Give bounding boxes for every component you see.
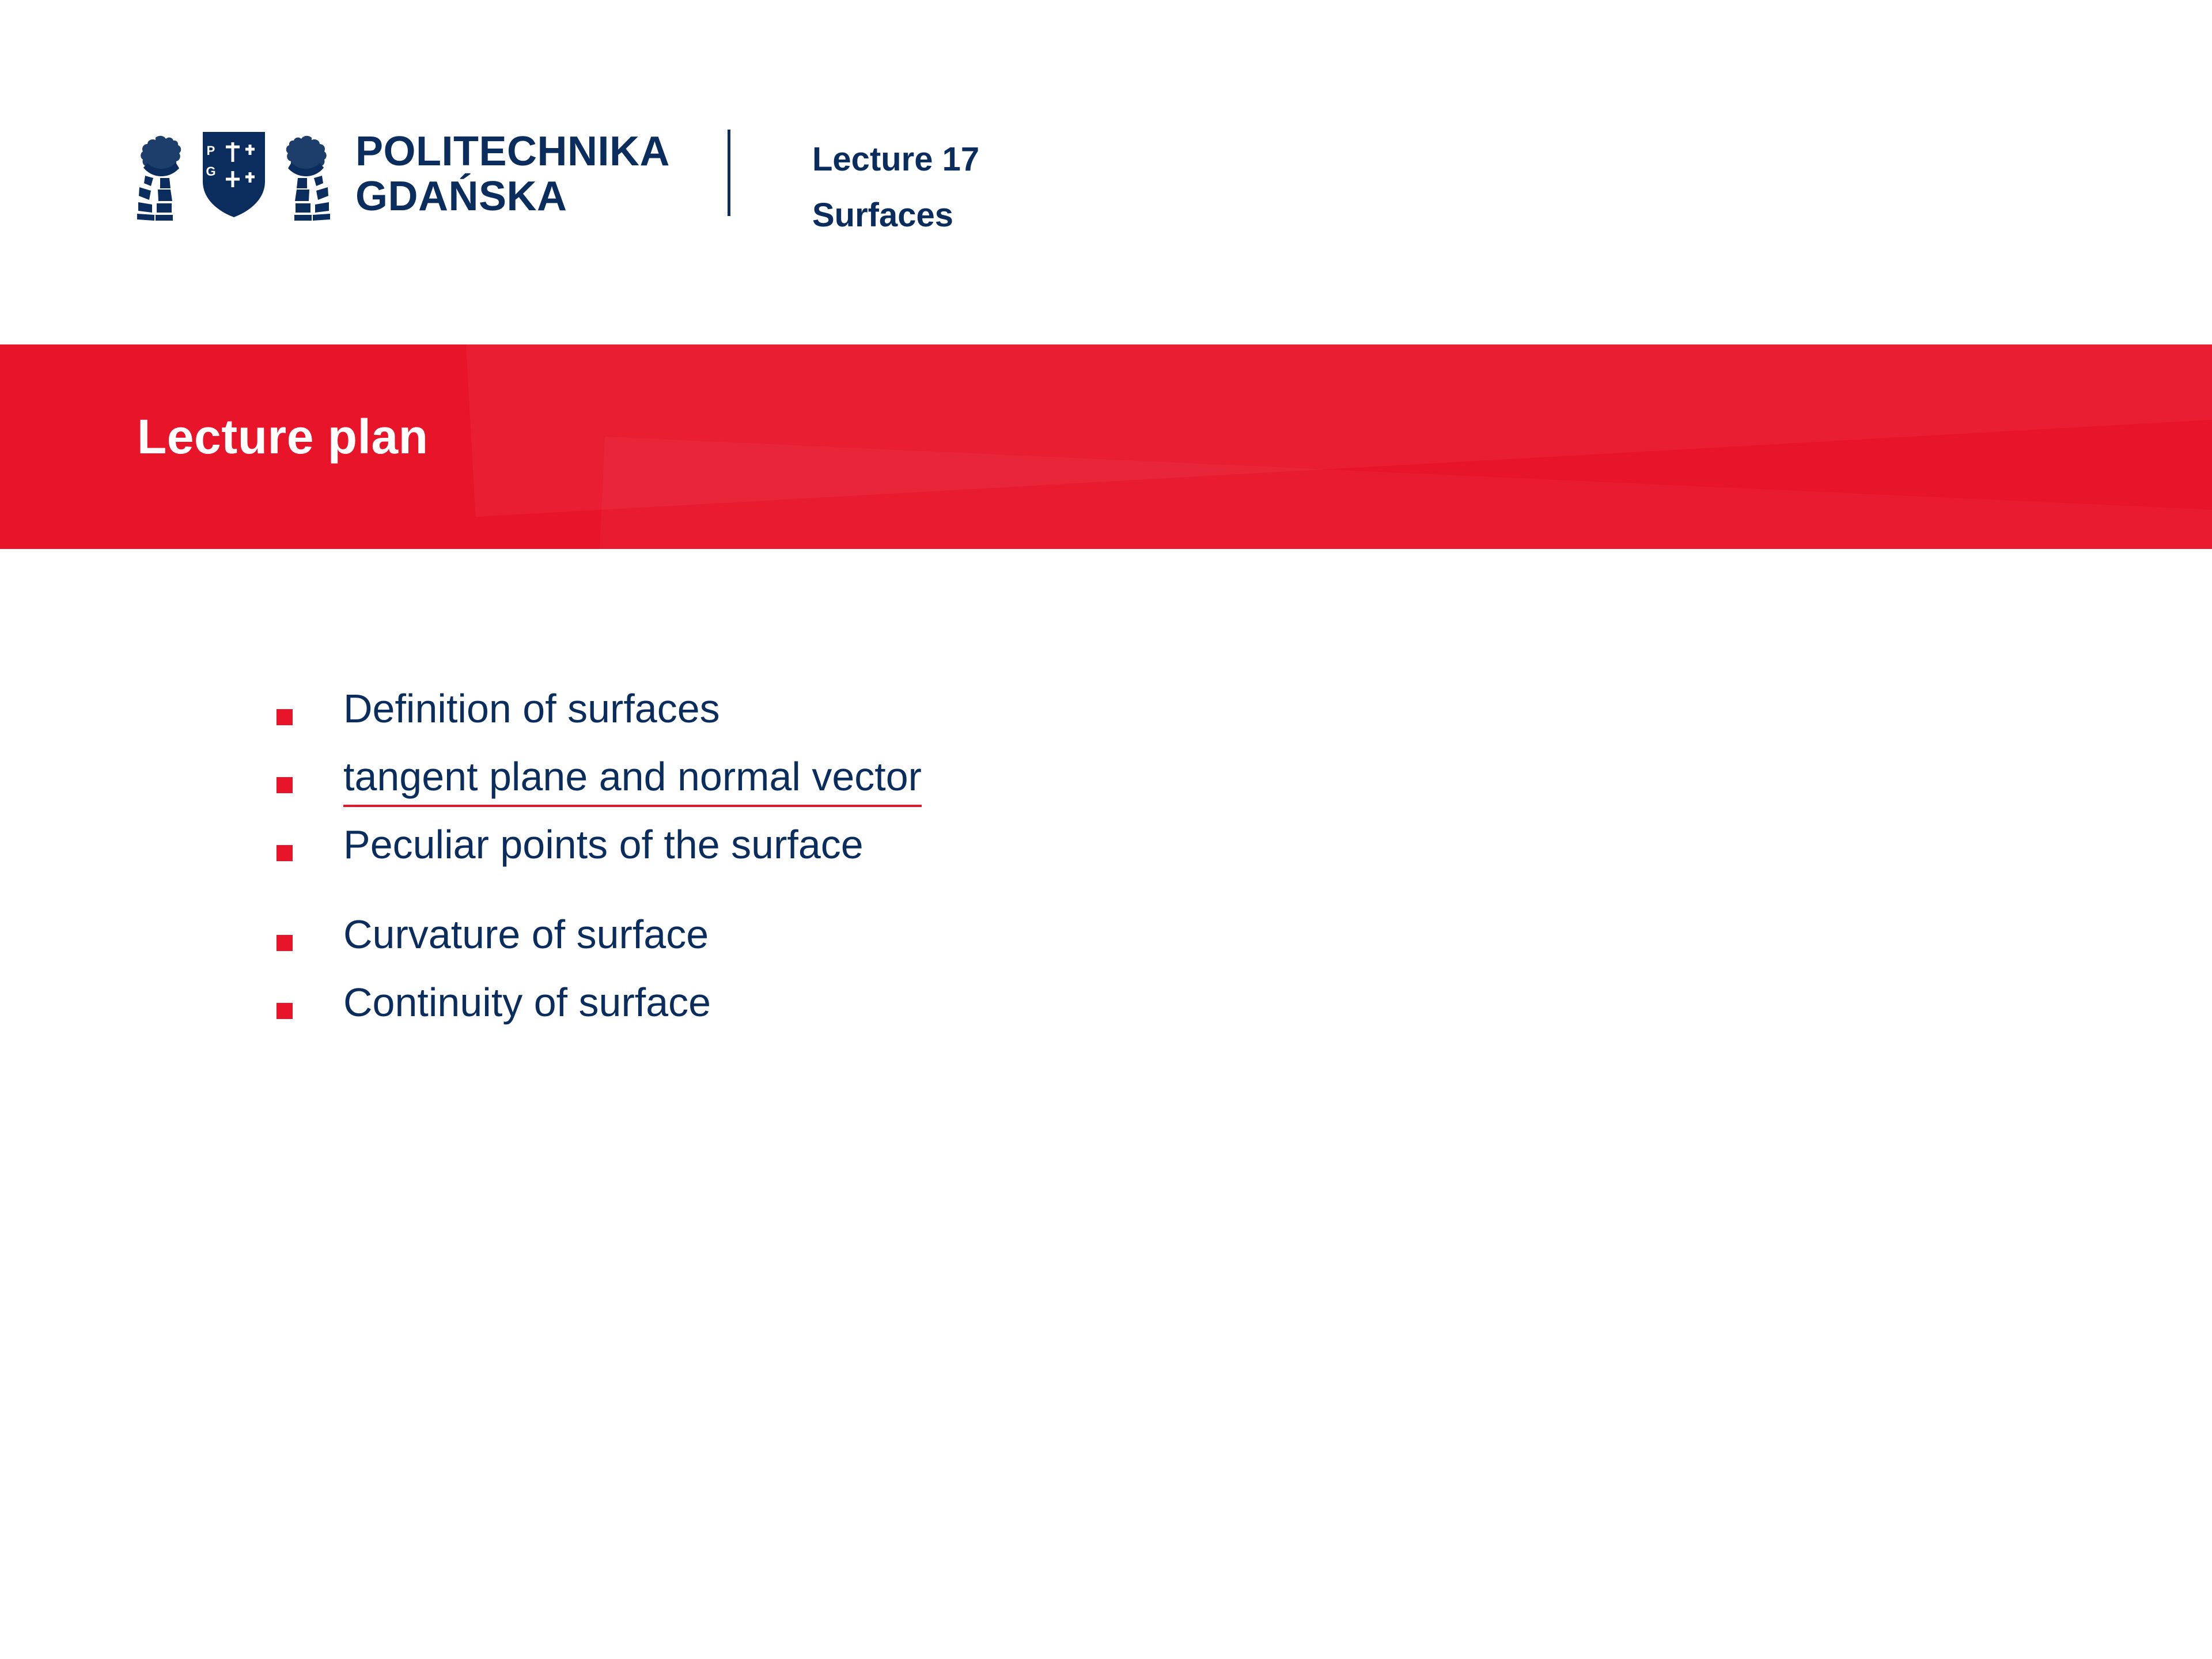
list-item xyxy=(276,688,1774,756)
square-bullet-icon xyxy=(276,777,293,793)
lecture-meta xyxy=(812,131,979,244)
page-title: Lecture plan xyxy=(137,410,429,464)
brand-wordmark xyxy=(355,130,670,219)
list-item-label: Curvature of surface xyxy=(343,912,709,957)
list-item-label: Continuity of surface xyxy=(343,980,711,1025)
slide-title-band xyxy=(0,344,2212,549)
svg-text:G: G xyxy=(206,164,216,179)
square-bullet-icon xyxy=(276,935,293,951)
brand-block xyxy=(131,124,670,225)
list-item xyxy=(276,756,1774,824)
list-item xyxy=(276,982,1774,1050)
brand-wordmark-line1: POLITECHNIKA xyxy=(355,128,670,175)
square-bullet-icon xyxy=(276,709,293,725)
square-bullet-icon xyxy=(276,845,293,861)
header-divider xyxy=(728,130,730,216)
lecture-plan-list xyxy=(276,688,1774,1050)
square-bullet-icon xyxy=(276,1003,293,1019)
svg-text:P: P xyxy=(206,143,215,158)
list-item-label: Peculiar points of the surface xyxy=(343,822,863,867)
lecture-topic: Surfaces xyxy=(812,196,954,234)
list-item xyxy=(276,824,1774,892)
list-item-label: Definition of surfaces xyxy=(343,686,720,731)
pg-crest-icon xyxy=(131,124,336,225)
list-item xyxy=(276,914,1774,982)
slide-header xyxy=(0,0,2212,346)
brand-wordmark-line2: GDAŃSKA xyxy=(355,173,567,219)
lecture-number: Lecture 17 xyxy=(812,141,980,178)
list-item-label: tangent plane and normal vector xyxy=(343,756,922,807)
